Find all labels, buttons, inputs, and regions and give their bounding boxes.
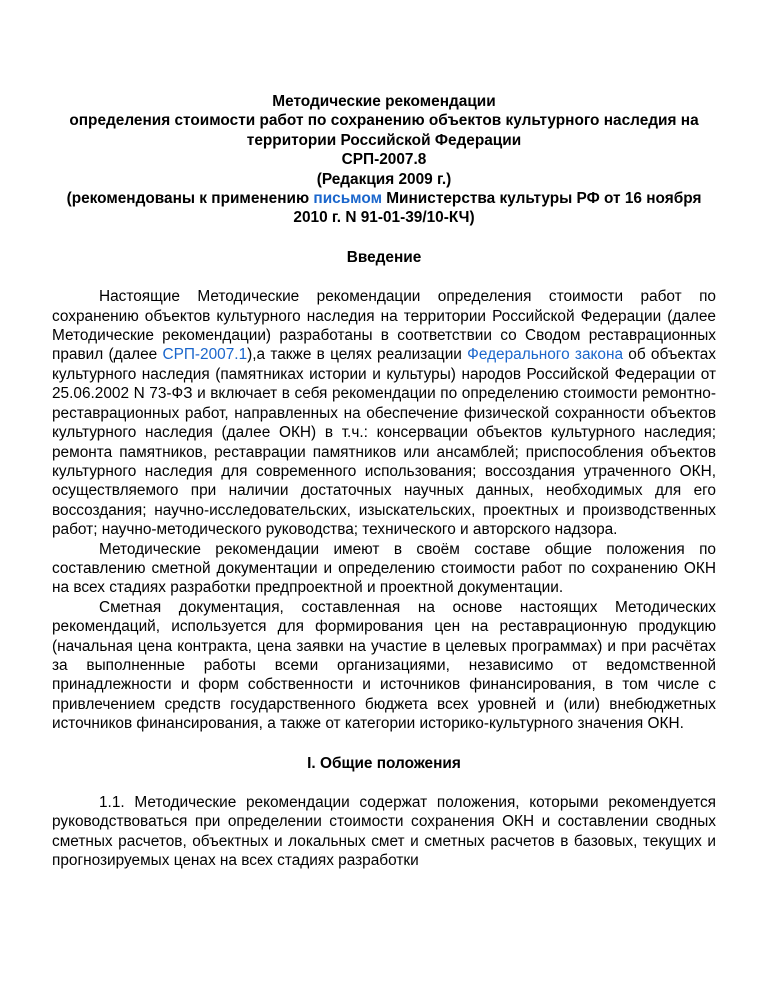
paragraph-text: об объектах культурного наследия (памятниках истории и культуры) народов Российской Федерации от 25.06.2002 N 73-ФЗ и включает в себя рекомендации по определению стоимости ремонтно-реставрационных работ, направленных на обеспечение физической сохранности объектов культурного наследия (далее ОКН) в т.ч.: консервации объектов культурного наследия; ремонта памятников, реставрации памятников или ансамблей; приспособления объектов культурного наследия для современного использования; воссоздания утраченного ОКН, осуществляемого при наличии достаточных научных данных, необходимых для его воссоздания; научно-исследовательских, изыскательских, проектных и производственных работ; научно-методического руководства; технического и авторского надзора.: [52, 346, 716, 539]
intro-heading: Введение: [346, 248, 422, 266]
title-line: Методические рекомендации: [272, 93, 496, 110]
title-line: СРП-2007.8: [341, 151, 427, 169]
federal-law-link[interactable]: Федерального закона: [467, 346, 624, 364]
title-line: определения стоимости работ по сохранению объектов культурного наследия на территории Российской Федерации: [69, 112, 699, 149]
title-text: (рекомендованы к применению: [66, 190, 314, 208]
document-title: [52, 92, 716, 228]
intro-paragraph: [52, 287, 716, 539]
section-paragraph: 1.1. Методические рекомендации содержат положения, которыми рекомендуется руководствоваться при определении стоимости сохранения ОКН и составлении сводных сметных расчетов, объектных и локальных смет и сметных расчетов в базовых, текущих и прогнозируемых ценах на всех стадиях разработки: [52, 794, 716, 870]
srp-2007-1-link[interactable]: СРП-2007.1: [162, 346, 248, 364]
title-recommendation-line: [52, 189, 716, 228]
section-heading: I. Общие положения: [307, 754, 461, 772]
paragraph-text: Настоящие Методические рекомендации определения стоимости работ по сохранению объектов культурного наследия на территории Российской Федерации (далее Методические рекомендации) разработаны в соответствии со Сводом реставрационных правил (далее: [52, 288, 716, 364]
intro-paragraph: Методические рекомендации имеют в своём составе общие положения по составлению сметной документации и определению стоимости работ по сохранению ОКН на всех стадиях разработки предпроектной и проектной документации.: [52, 540, 716, 597]
title-text: Министерства культуры РФ от 16 ноября 2010 г. N 91-01-39/10-КЧ): [293, 190, 702, 227]
title-line: (Редакция 2009 г.): [316, 170, 452, 188]
paragraph-text: ),а также в целях реализации: [247, 346, 468, 364]
intro-paragraph: Сметная документация, составленная на основе настоящих Методических рекомендаций, используется для формирования цен на реставрационную продукцию (начальная цена контракта, цена заявки на участие в целевых программах) и при расчётах за выполненные работы всеми организациями, независимо от ведомственной принадлежности и форм собственности и источников финансирования, в том числе с привлечением средств государственного бюджета всех уровней и (или) внебюджетных источников финансирования, а также от категории историко-культурного значения ОКН.: [52, 598, 716, 733]
letter-link[interactable]: письмом: [313, 190, 382, 208]
